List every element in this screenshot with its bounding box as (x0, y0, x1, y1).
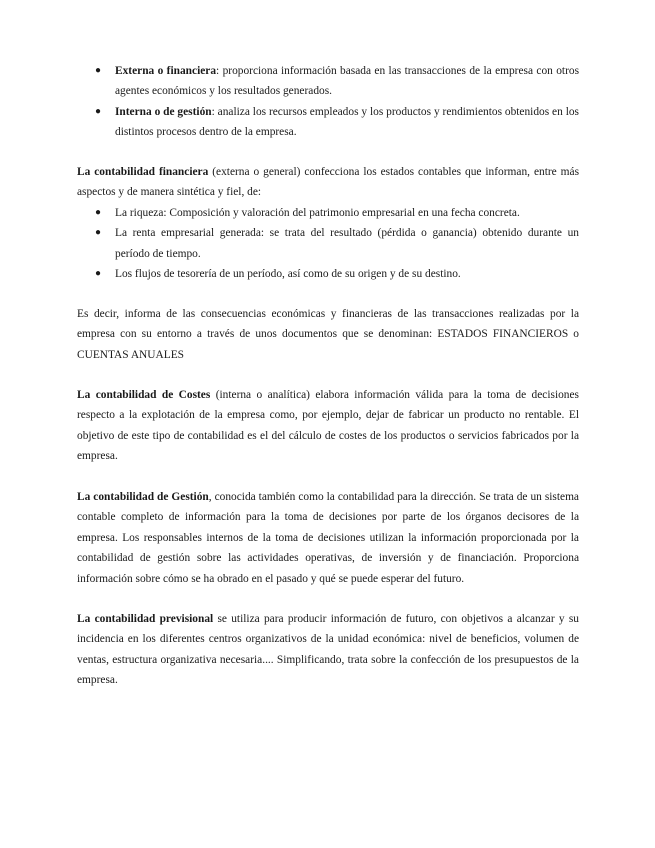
list-item (77, 223, 579, 264)
list-item-text: Los flujos de tesorería de un período, así como de su origen y de su destino. (115, 268, 461, 281)
list-item-text: : analiza los recursos empleados y los productos y rendimientos obtenidos en los distintos procesos dentro de la empresa. (115, 105, 579, 139)
paragraph-term: La contabilidad de Gestión (77, 491, 209, 503)
list-item-term: Interna o de gestión (115, 105, 212, 118)
list-item-term: Externa o financiera (115, 65, 217, 77)
paragraph-term: La contabilidad de Costes (77, 389, 211, 401)
list-item (77, 203, 579, 223)
paragraph-financial-accounting (77, 162, 579, 203)
list-item (77, 264, 579, 284)
paragraph-es-decir (77, 304, 579, 365)
bullet-icon: ● (95, 227, 102, 239)
paragraph-management-accounting (77, 487, 579, 589)
list-item-text: La renta empresarial generada: se trata del resultado (pérdida o ganancia) obtenido durante un período de tiempo. (115, 227, 579, 260)
paragraph-text: , conocida también como la contabilidad para la dirección. Se trata de un sistema contable completo de información para la toma de decisiones por parte de los órganos decisores de la empresa. Los responsables internos de la toma de decisiones utilizan la información proporcionada por la contabilidad de gestión sobre las actividades operativas, de inversión y de financiación. Proporciona información sobre cómo se ha obrado en el pasado y qué se puede esperar del futuro. (77, 491, 579, 585)
bullet-icon: ● (95, 105, 102, 117)
list-item-text: La riqueza: Composición y valoración del patrimonio empresarial en una fecha concreta. (115, 207, 520, 219)
list-item-text: : proporciona información basada en las transacciones de la empresa con otros agentes económicos y los resultados generados. (115, 65, 580, 98)
bullet-icon: ● (95, 268, 102, 280)
accounting-types-list (77, 61, 579, 143)
paragraph-text: (externa o general) confecciona los estados contables que informan, entre más aspectos y de manera sintética y fiel, de: (77, 166, 579, 199)
list-item (77, 102, 579, 143)
paragraph-cost-accounting (77, 385, 579, 467)
paragraph-text: se utiliza para producir información de futuro, con objetivos a alcanzar y su incidencia en los diferentes centros organizativos de la unidad económica: nivel de beneficios, volumen de ventas, estructura organizativa necesaria.... Simplificando, trata sobre la confección de los presupuestos de la empresa. (77, 613, 579, 687)
paragraph-term: La contabilidad financiera (77, 166, 209, 178)
paragraph-text: Es decir, informa de las consecuencias económicas y financieras de las transacciones realizadas por la empresa con su entorno a través de unos documentos que se denominan: ESTADOS FINANCIEROS o CUENTAS ANUALES (77, 308, 579, 361)
paragraph-forecast-accounting (77, 609, 579, 691)
bullet-icon: ● (95, 207, 102, 218)
bullet-icon: ● (95, 65, 102, 76)
financial-statements-list (77, 203, 579, 285)
paragraph-text: (interna o analítica) elabora información válida para la toma de decisiones respecto a la explotación de la empresa como, por ejemplo, dejar de fabricar un producto no rentable. El objetivo de este tipo de contabilidad es el del cálculo de costes de los productos o servicios fabricados por la empresa. (77, 389, 579, 463)
paragraph-term: La contabilidad previsional (77, 613, 214, 625)
list-item (77, 61, 579, 102)
